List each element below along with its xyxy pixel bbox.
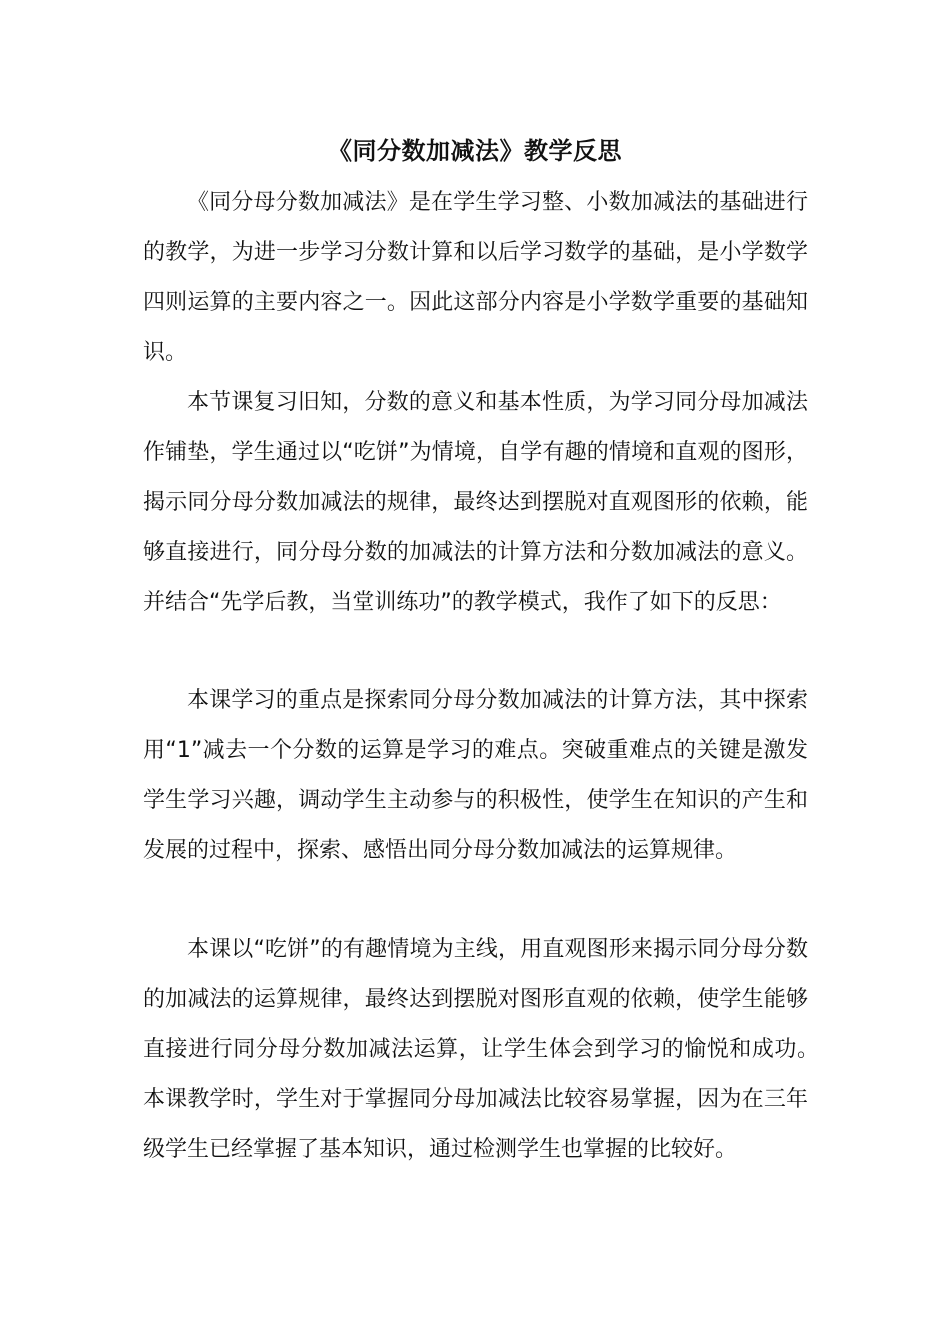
paragraph-intro: 《同分母分数加减法》是在学生学习整、小数加减法的基础进行的教学，为进一步学习分数计算和以后学习数学的基础，是小学数学四则运算的主要内容之一。因此这部分内容是小学数学重要的基础知识。 [143, 190, 808, 365]
paragraph-key-points: 本课学习的重点是探索同分母分数加减法的计算方法，其中探索用“1”减去一个分数的运算是学习的难点。突破重难点的关键是激发学生学习兴趣，调动学生主动参与的积极性，使学生在知识的产生和发展的过程中，探索、感悟出同分母分数加减法的运算规律。 [143, 688, 808, 863]
document-title: 《同分数加减法》教学反思 [328, 137, 622, 165]
paragraph-review: 本节课复习旧知，分数的意义和基本性质，为学习同分母加减法作铺垫，学生通过以“吃饼”为情境，自学有趣的情境和直观的图形，揭示同分母分数加减法的规律，最终达到摆脱对直观图形的依赖，能够直接进行，同分母分数的加减法的计算方法和分数加减法的意义。并结合“先学后教，当堂训练功”的教学模式，我作了如下的反思： [143, 390, 808, 615]
paragraph-conclusion: 本课以“吃饼”的有趣情境为主线，用直观图形来揭示同分母分数的加减法的运算规律，最终达到摆脱对图形直观的依赖，使学生能够直接进行同分母分数加减法运算，让学生体会到学习的愉悦和成功。 本课教学时，学生对于掌握同分母加减法比较容易掌握，因为在三年级学生已经掌握了基本知识，通过检测学生也掌握的比较好。 [143, 937, 853, 1162]
